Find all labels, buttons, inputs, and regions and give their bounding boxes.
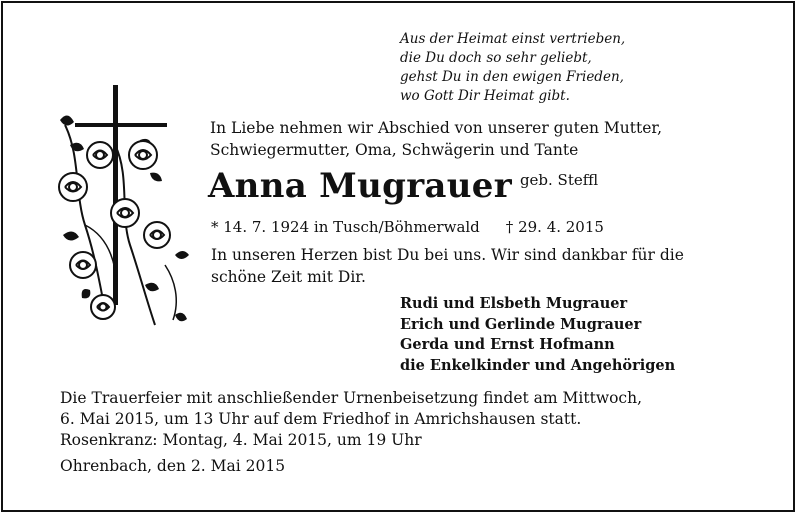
poem <box>400 30 625 106</box>
memorial-message <box>211 244 684 288</box>
deceased-name: Anna Mugrauer <box>208 166 512 206</box>
message-line: schöne Zeit mit Dir. <box>211 268 366 286</box>
intro-text <box>210 117 662 161</box>
intro-line: Schwiegermutter, Oma, Schwägerin und Tante <box>210 141 579 159</box>
family-line: Erich und Gerlinde Mugrauer <box>400 315 642 333</box>
cross-with-roses-icon <box>45 85 195 345</box>
family-line: Gerda und Ernst Hofmann <box>400 336 615 353</box>
life-dates <box>211 217 604 237</box>
intro-line: In Liebe nehmen wir Abschied von unserer guten Mutter, <box>210 119 663 137</box>
poem-line: gehst Du in den ewigen Frieden, <box>400 69 624 85</box>
funeral-line: 6. Mai 2015, um 13 Uhr auf dem Friedhof in Amrichshausen statt. <box>60 410 582 428</box>
death-date: † 29. 4. 2015 <box>505 218 604 236</box>
deceased-name-row <box>208 165 598 207</box>
poem-line: Aus der Heimat einst vertrieben, <box>400 31 626 47</box>
family-signatures <box>400 294 675 376</box>
funeral-line: Die Trauerfeier mit anschließender Urnenbeisetzung findet am Mittwoch, <box>60 389 643 407</box>
place-date: Ohrenbach, den 2. Mai 2015 <box>60 457 286 475</box>
poem-line: die Du doch so sehr geliebt, <box>400 50 592 66</box>
family-line: die Enkelkinder und Angehörigen <box>400 356 676 374</box>
maiden-name: geb. Steffl <box>519 171 599 189</box>
family-line: Rudi und Elsbeth Mugrauer <box>400 295 628 312</box>
birth-date: * 14. 7. 1924 in Tusch/Böhmerwald <box>211 218 480 236</box>
message-line: In unseren Herzen bist Du bei uns. Wir sind dankbar für die <box>211 246 684 264</box>
funeral-details <box>60 388 642 451</box>
poem-line: wo Gott Dir Heimat gibt. <box>400 88 570 104</box>
funeral-line: Rosenkranz: Montag, 4. Mai 2015, um 19 Uhr <box>60 431 422 449</box>
